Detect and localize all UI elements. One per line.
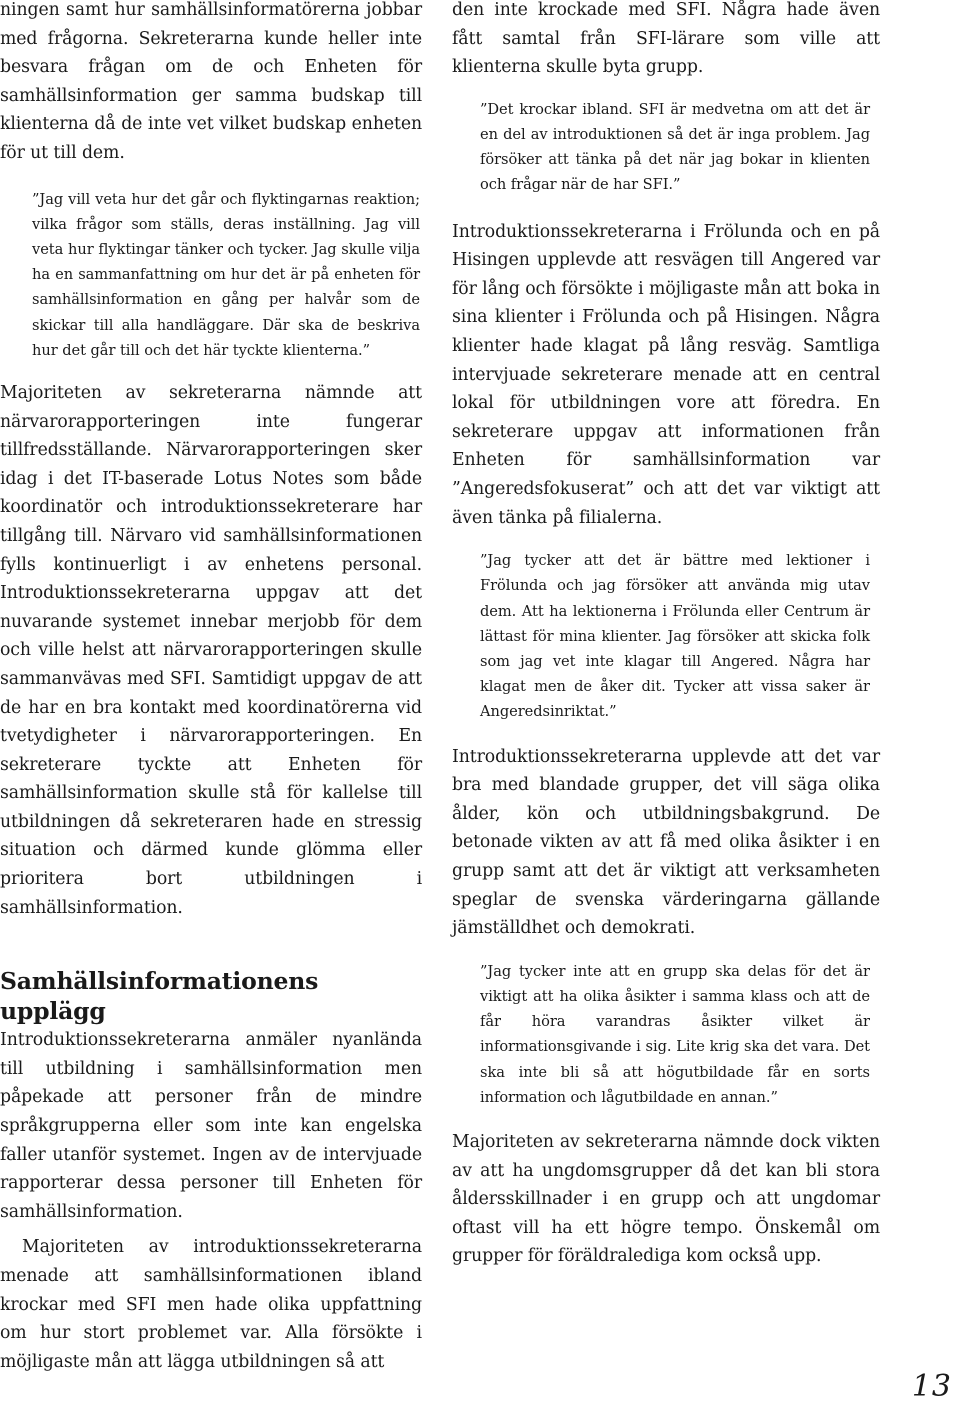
page-number: 13 xyxy=(911,1369,952,1404)
block-quote: ”Jag tycker att det är bättre med lektioner i Frölunda och jag försöker att använda mig utav dem. Att ha lektionerna i Frölunda eller Centrum är lättast för mina klienter. Jag försöker att skicka folk som jag vet inte klagar till Angered. Några har klagat men de åker dit. Tycker att vissa saker är Angeredsinriktat.” xyxy=(480,552,870,721)
paragraph: ningen samt hur samhällsinformatörerna jobbar med frågorna. Sekreterarna kunde heller inte besvara frågan om de och Enheten för samhällsinformation ger samma budskap till klienterna då de inte vet vilket budskap enheten för ut till dem. xyxy=(0,0,422,163)
paragraph: Majoriteten av sekreterarna nämnde att närvarorapporteringen inte fungerar tillfredsställande. Närvarorapporteringen sker idag i det IT-baserade Lotus Notes som både koordinatör och introduktionssekreterare har tillgång till. Närvaro vid samhällsinformationen fylls kontinuerligt i av enhetens personal. Introduktionssekreterarna uppgav att det nuvarande systemet innebar merjobb för dem och ville helst att närvarorapporteringen skulle sammanvävas med SFI. Samtidigt uppgav de att de har en bra kontakt med koordinatörerna vid tvetydigheter i närvarorapporteringen. En sekreterare tyckte att Enheten för samhällsinformation skulle stå för kallelse till utbildningen då sekreteraren hade en stressig situation och därmed kunde glömma eller prioritera bort utbildningen i samhällsinformation. xyxy=(0,382,422,918)
section-heading: Samhällsinformationens upplägg xyxy=(0,967,319,1026)
paragraph: den inte krockade med SFI. Några hade även fått samtal från SFI-lärare som ville att klienterna skulle byta grupp. xyxy=(452,0,880,78)
paragraph: Majoriteten av sekreterarna nämnde dock vikten av att ha ungdomsgrupper då det kan bli stora åldersskillnader i en grupp och att ungdomar oftast vill ha ett högre tempo. Önskemål om grupper för föräldralediga kom också upp. xyxy=(452,1131,880,1267)
right-column xyxy=(452,0,880,1271)
paragraph: Majoriteten av introduktionssekreterarna menade att samhällsinformationen ibland krockar med SFI men hade olika uppfattning om hur stort problemet var. Alla försökte i möjligaste mån att lägga utbildningen så att xyxy=(0,1237,422,1372)
block-quote: ”Jag vill veta hur det går och flyktingarnas reaktion; vilka frågor som ställs, deras inställning. Jag vill veta hur flyktingar tänker och tycker. Jag skulle vilja ha en sammanfattning om hur det är på enheten för samhällsinformation en gång per halvår som de skickar till alla handläggare. Där ska de beskriva hur det går till och det här tyckte klienterna.” xyxy=(32,190,420,359)
paragraph: Introduktionssekreterarna upplevde att det var bra med blandade grupper, det vill säga olika ålder, kön och utbildningsbakgrund. De betonade vikten av att få med olika åsikter i en grupp samt att det är viktigt att verksamheten speglar de svenska värderingarna gällande jämställdhet och demokrati. xyxy=(452,746,880,939)
paragraph: Introduktionssekreterarna anmäler nyanlända till utbildning i samhällsinformation men påpekade att personer från de mindre språkgrupperna eller som inte kan engelska faller utanför systemet. Ingen av de intervjuade rapporterar dessa personer till Enheten för samhällsinformation. xyxy=(0,1030,422,1222)
left-column xyxy=(0,0,422,1376)
block-quote: ”Jag tycker inte att en grupp ska delas för det är viktigt att ha olika åsikter i samma klass och att de får höra varandras åsikter vilket är informationsgivande i sig. Lite krig ska det vara. Det ska inte bli så att högutbildade får en sorts information och lågutbildade en annan.” xyxy=(480,962,870,1106)
paragraph: Introduktionssekreterarna i Frölunda och en på Hisingen upplevde att resvägen till Angered var för lång och försökte i möjligaste mån att boka in sina klienter i Frölunda och på Hisingen. Några klienter hade klagat på lång resväg. Samtliga intervjuade sekreterare menade att en central lokal för utbildningen vore att föredra. En sekreterare uppgav att informationen från Enheten för samhällsinformation var ”Angeredsfokuserat” och att det var viktigt att även tänka på filialerna. xyxy=(452,221,880,528)
block-quote: ”Det krockar ibland. SFI är medvetna om att det är en del av introduktionen så det är inga problem. Jag försöker att tänka på det när jag bokar in klienten och frågar när de har SFI.” xyxy=(480,100,870,194)
